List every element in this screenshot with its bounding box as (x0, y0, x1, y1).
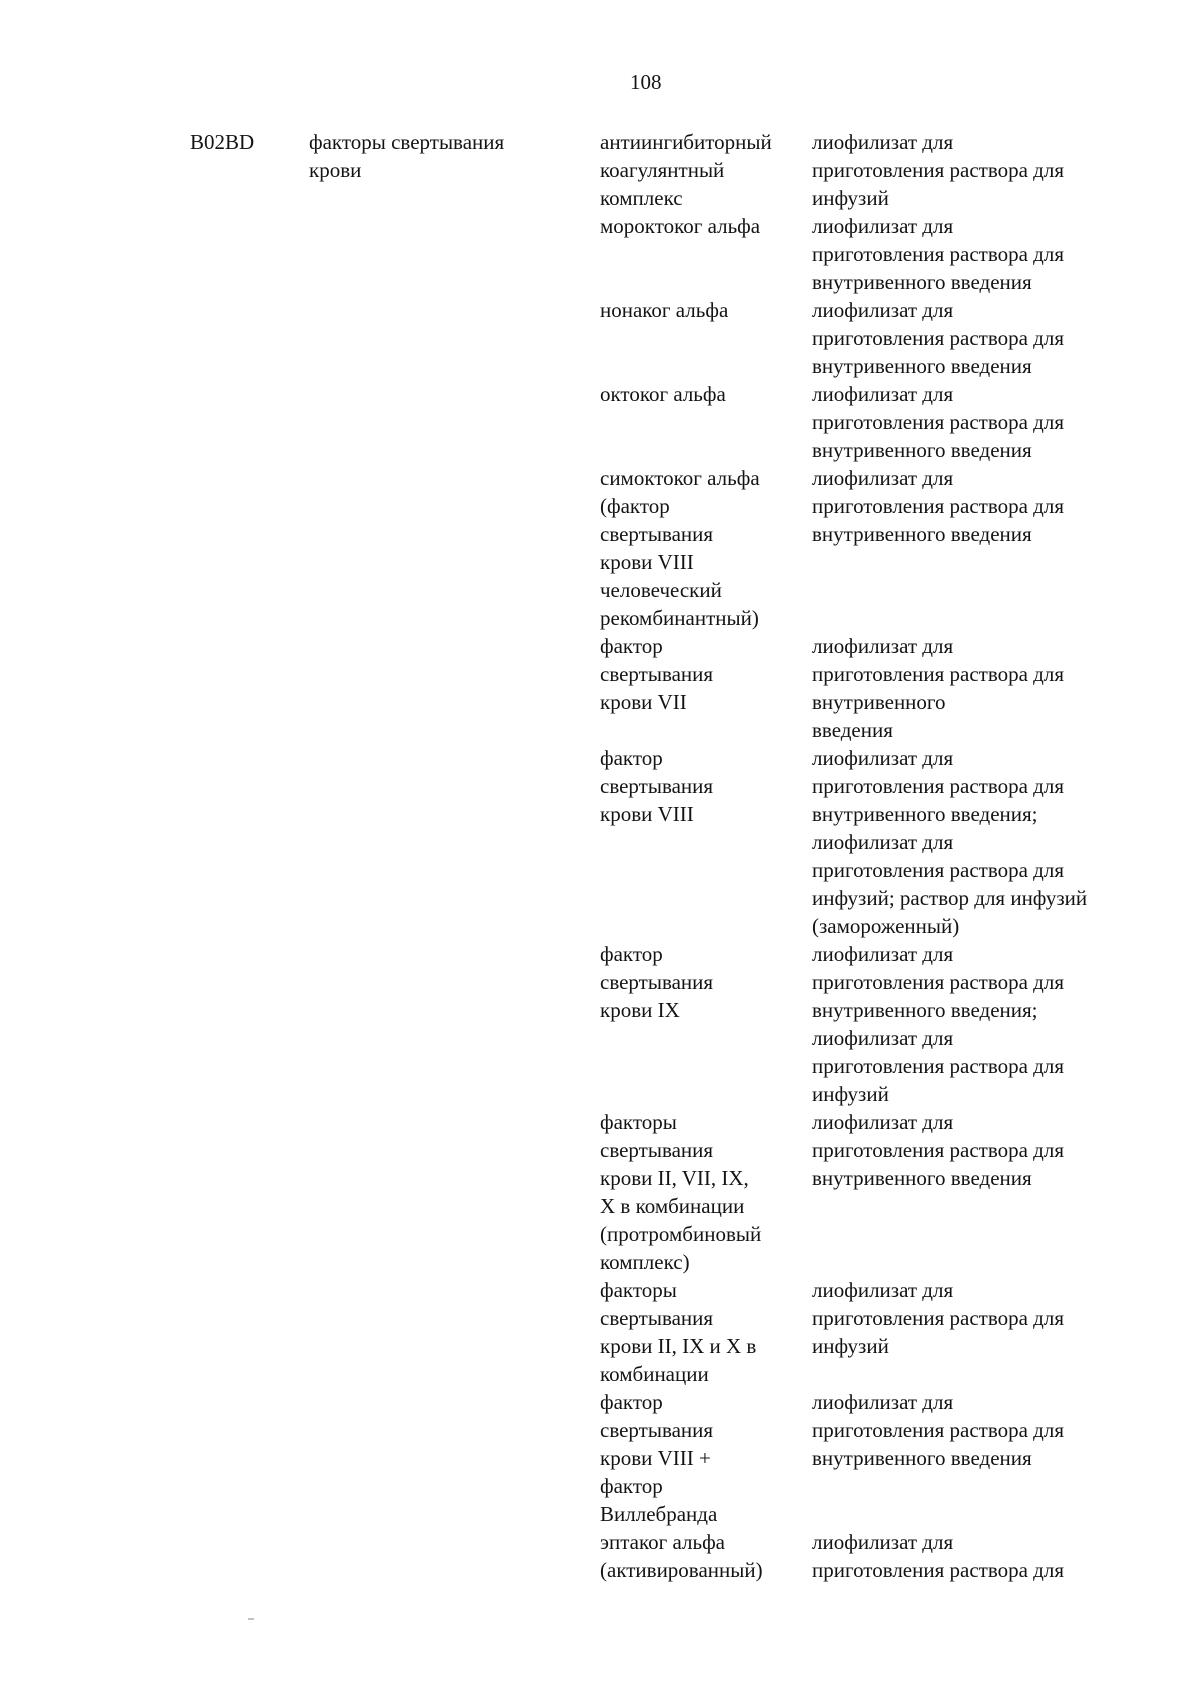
drug-entry (600, 380, 1160, 464)
dosage-form: лиофилизат для приготовления раствора для внутривенного введения (812, 298, 1064, 378)
drug-name: факторы свертывания крови II, VII, IX, X в комбинации (протромбиновый комплекс) (600, 1110, 762, 1274)
drug-name: эптаког альфа (активированный) (600, 1530, 763, 1582)
drug-entry (600, 940, 1160, 1108)
drug-entry (600, 744, 1160, 940)
page-number: 108 (630, 70, 662, 94)
dosage-form: лиофилизат для приготовления раствора для внутривенного введения (812, 634, 1064, 742)
drug-name: мороктоког альфа (600, 214, 761, 238)
drug-entry (600, 296, 1160, 380)
dosage-form: лиофилизат для приготовления раствора для внутривенного введения (812, 382, 1064, 462)
drug-entry (600, 632, 1160, 744)
drug-list (600, 128, 1160, 1584)
dosage-form: лиофилизат для приготовления раствора для инфузий (812, 130, 1064, 210)
drug-entry (600, 1108, 1160, 1276)
atc-code: B02BD (190, 130, 255, 154)
dosage-form: лиофилизат для приготовления раствора для внутривенного введения; лиофилизат для приготовления раствора для инфузий (812, 942, 1064, 1106)
dosage-form: лиофилизат для приготовления раствора для внутривенного введения (812, 1390, 1064, 1470)
drug-name: факторы свертывания крови II, IX и X в комбинации (600, 1278, 757, 1386)
drug-entry (600, 212, 1160, 296)
drug-name: симоктоког альфа (фактор свертывания крови VIII человеческий рекомбинантный) (600, 466, 760, 630)
drug-name: фактор свертывания крови VII (600, 634, 714, 714)
drug-name: фактор свертывания крови IX (600, 942, 714, 1022)
dosage-form: лиофилизат для приготовления раствора для инфузий (812, 1278, 1064, 1358)
dosage-form: лиофилизат для приготовления раствора для внутривенного введения (812, 1110, 1064, 1190)
drug-name: октоког альфа (600, 382, 726, 406)
scan-speck (248, 1618, 254, 1620)
drug-name: антиингибиторный коагулянтный комплекс (600, 130, 772, 210)
drug-name: фактор свертывания крови VIII + фактор Виллебранда (600, 1390, 718, 1526)
drug-entry (600, 128, 1160, 212)
drug-name: нонаког альфа (600, 298, 729, 322)
drug-name: фактор свертывания крови VIII (600, 746, 714, 826)
drug-entry (600, 464, 1160, 632)
dosage-form: лиофилизат для приготовления раствора для внутривенного введения (812, 466, 1064, 546)
dosage-form: лиофилизат для приготовления раствора для внутривенного введения; лиофилизат для приготовления раствора для инфузий; раствор для инфузий (замороженный) (812, 746, 1088, 938)
dosage-form: лиофилизат для приготовления раствора для (812, 1530, 1064, 1582)
drug-entry (600, 1276, 1160, 1388)
drug-entry (600, 1388, 1160, 1528)
dosage-form: лиофилизат для приготовления раствора для внутривенного введения (812, 214, 1064, 294)
drug-entry (600, 1528, 1160, 1584)
group-name: факторы свертывания крови (309, 130, 505, 182)
